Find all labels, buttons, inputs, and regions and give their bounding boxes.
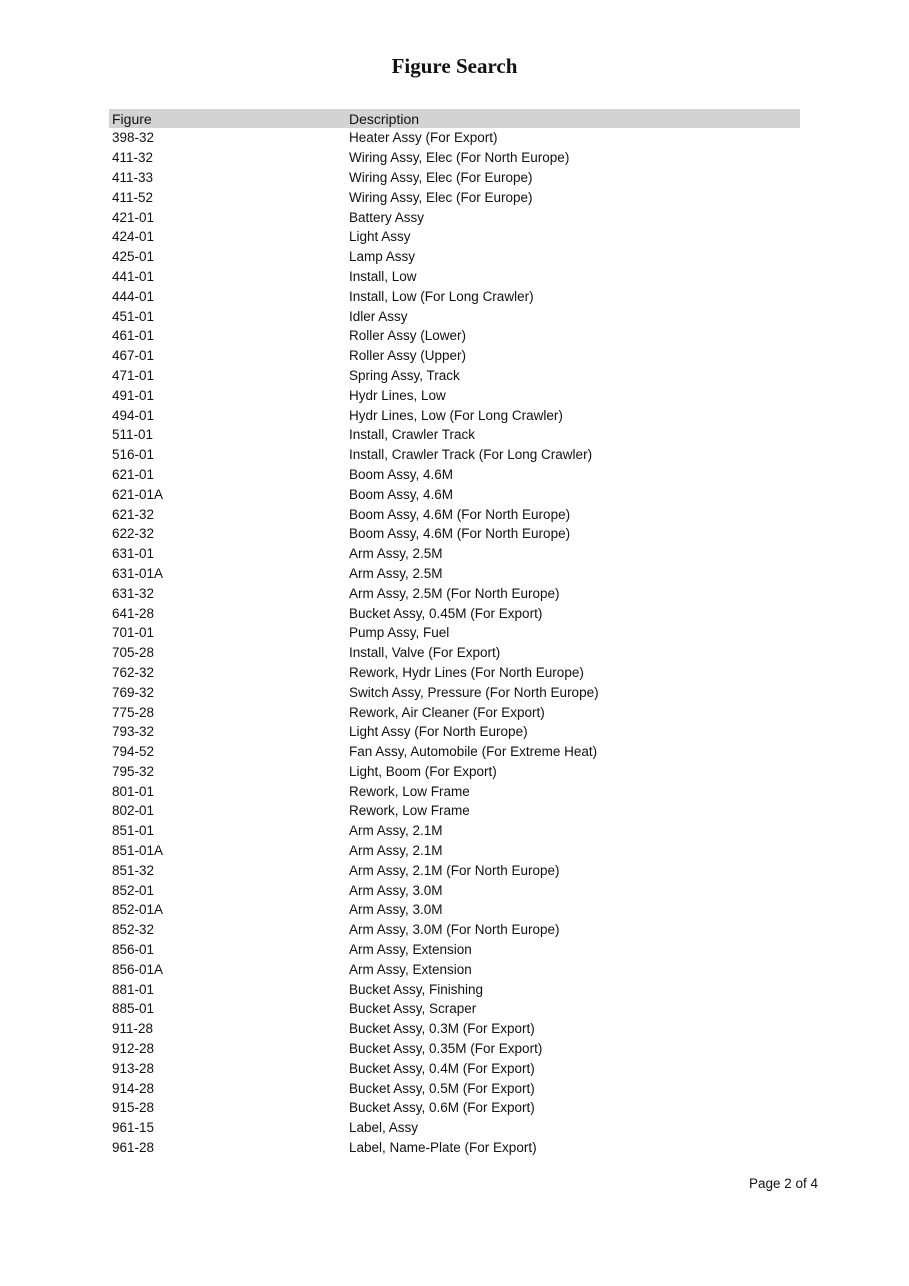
table-row <box>109 1138 800 1158</box>
description-cell: Roller Assy (Upper) <box>349 348 467 364</box>
table-row <box>109 425 800 445</box>
description-cell: Hydr Lines, Low <box>349 387 446 403</box>
figure-number-cell: 631-01A <box>112 565 164 581</box>
table-row <box>109 247 800 267</box>
figure-number-cell: 705-28 <box>112 645 155 661</box>
table-row <box>109 385 800 405</box>
figure-number-cell: 451-01 <box>112 308 155 324</box>
figure-number-cell: 622-32 <box>112 526 155 542</box>
figure-number-cell: 461-01 <box>112 328 155 344</box>
description-cell: Rework, Air Cleaner (For Export) <box>349 704 545 720</box>
table-row <box>109 603 800 623</box>
table-row <box>109 702 800 722</box>
table-row <box>109 1019 800 1039</box>
column-header-description: Description <box>349 110 420 127</box>
figure-number-cell: 511-01 <box>112 427 154 443</box>
figure-number-cell: 914-28 <box>112 1080 155 1096</box>
figure-number-cell: 516-01 <box>112 447 155 463</box>
description-cell: Boom Assy, 4.6M (For North Europe) <box>349 526 571 542</box>
table-row <box>109 821 800 841</box>
table-row <box>109 860 800 880</box>
description-cell: Arm Assy, 2.5M (For North Europe) <box>349 585 560 601</box>
table-row <box>109 959 800 979</box>
figure-number-cell: 631-01 <box>112 546 155 562</box>
description-cell: Rework, Low Frame <box>349 803 470 819</box>
table-body <box>109 128 800 1157</box>
table-row <box>109 465 800 485</box>
table-row <box>109 524 800 544</box>
description-cell: Label, Assy <box>349 1120 419 1136</box>
table-row <box>109 880 800 900</box>
description-cell: Lamp Assy <box>349 249 416 265</box>
figure-number-cell: 425-01 <box>112 249 155 265</box>
table-row <box>109 940 800 960</box>
figure-number-cell: 775-28 <box>112 704 155 720</box>
table-row <box>109 801 800 821</box>
description-cell: Boom Assy, 4.6M (For North Europe) <box>349 506 571 522</box>
figure-number-cell: 851-01A <box>112 843 164 859</box>
figure-number-cell: 795-32 <box>112 763 155 779</box>
table-row <box>109 207 800 227</box>
description-cell: Pump Assy, Fuel <box>349 625 450 641</box>
figure-number-cell: 851-32 <box>112 862 155 878</box>
description-cell: Install, Valve (For Export) <box>349 645 501 661</box>
table-row <box>109 128 800 148</box>
figure-number-cell: 961-15 <box>112 1120 155 1136</box>
description-cell: Arm Assy, 2.1M <box>349 823 443 839</box>
figure-number-cell: 794-52 <box>112 744 155 760</box>
figure-number-cell: 802-01 <box>112 803 155 819</box>
figure-number-cell: 913-28 <box>112 1060 155 1076</box>
description-cell: Bucket Assy, 0.3M (For Export) <box>349 1021 535 1037</box>
table-row <box>109 900 800 920</box>
figure-number-cell: 631-32 <box>112 585 155 601</box>
page-number: Page 2 of 4 <box>748 1176 818 1191</box>
description-cell: Bucket Assy, 0.6M (For Export) <box>349 1100 535 1116</box>
description-cell: Arm Assy, 2.5M <box>349 546 443 562</box>
table-row <box>109 999 800 1019</box>
figure-number-cell: 467-01 <box>112 348 155 364</box>
description-cell: Roller Assy (Lower) <box>349 328 467 344</box>
figure-number-cell: 421-01 <box>112 209 155 225</box>
table-header-row <box>109 109 800 128</box>
figure-number-cell: 471-01 <box>112 367 155 383</box>
figure-number-cell: 881-01 <box>112 981 155 997</box>
table-row <box>109 781 800 801</box>
description-cell: Arm Assy, 3.0M (For North Europe) <box>349 922 560 938</box>
description-cell: Arm Assy, 2.1M <box>349 843 443 859</box>
description-cell: Bucket Assy, 0.45M (For Export) <box>349 605 543 621</box>
figure-number-cell: 793-32 <box>112 724 155 740</box>
figure-number-cell: 912-28 <box>112 1041 155 1057</box>
figure-number-cell: 424-01 <box>112 229 155 245</box>
table-row <box>109 168 800 188</box>
figure-number-cell: 769-32 <box>112 684 155 700</box>
description-cell: Light Assy (For North Europe) <box>349 724 528 740</box>
figure-number-cell: 444-01 <box>112 288 155 304</box>
table-row <box>109 484 800 504</box>
table-row <box>109 267 800 287</box>
table-row <box>109 544 800 564</box>
figure-number-cell: 641-28 <box>112 605 155 621</box>
table-row <box>109 623 800 643</box>
table-row <box>109 346 800 366</box>
figure-number-cell: 915-28 <box>112 1100 155 1116</box>
table-row <box>109 326 800 346</box>
table-row <box>109 366 800 386</box>
description-cell: Boom Assy, 4.6M <box>349 486 454 502</box>
column-header-figure: Figure <box>112 110 152 127</box>
description-cell: Idler Assy <box>349 308 408 324</box>
figure-table <box>109 109 800 1157</box>
table-row <box>109 1098 800 1118</box>
table-row <box>109 583 800 603</box>
description-cell: Label, Name-Plate (For Export) <box>349 1140 537 1156</box>
description-cell: Install, Crawler Track (For Long Crawler) <box>349 447 593 463</box>
table-row <box>109 841 800 861</box>
figure-number-cell: 621-01 <box>112 466 155 482</box>
figure-number-cell: 411-33 <box>112 169 154 185</box>
description-cell: Wiring Assy, Elec (For Europe) <box>349 169 533 185</box>
description-cell: Hydr Lines, Low (For Long Crawler) <box>349 407 563 423</box>
description-cell: Bucket Assy, 0.4M (For Export) <box>349 1060 535 1076</box>
figure-number-cell: 411-32 <box>112 150 154 166</box>
table-row <box>109 227 800 247</box>
description-cell: Bucket Assy, Scraper <box>349 1001 477 1017</box>
description-cell: Light, Boom (For Export) <box>349 763 497 779</box>
description-cell: Bucket Assy, 0.35M (For Export) <box>349 1041 543 1057</box>
figure-number-cell: 856-01 <box>112 942 155 958</box>
description-cell: Arm Assy, 2.5M <box>349 565 443 581</box>
description-cell: Boom Assy, 4.6M <box>349 466 454 482</box>
table-row <box>109 979 800 999</box>
description-cell: Arm Assy, 3.0M <box>349 882 443 898</box>
page-title: Figure Search <box>391 54 518 78</box>
table-row <box>109 564 800 584</box>
description-cell: Install, Crawler Track <box>349 427 476 443</box>
description-cell: Light Assy <box>349 229 411 245</box>
table-row <box>109 504 800 524</box>
table-row <box>109 663 800 683</box>
table-row <box>109 286 800 306</box>
figure-number-cell: 852-01A <box>112 902 164 918</box>
figure-number-cell: 762-32 <box>112 664 155 680</box>
table-row <box>109 306 800 326</box>
description-cell: Arm Assy, Extension <box>349 961 472 977</box>
description-cell: Rework, Hydr Lines (For North Europe) <box>349 664 584 680</box>
description-cell: Arm Assy, 3.0M <box>349 902 443 918</box>
figure-number-cell: 856-01A <box>112 961 164 977</box>
description-cell: Install, Low <box>349 268 417 284</box>
figure-number-cell: 494-01 <box>112 407 155 423</box>
description-cell: Heater Assy (For Export) <box>349 130 498 146</box>
description-cell: Bucket Assy, Finishing <box>349 981 484 997</box>
figure-number-cell: 852-01 <box>112 882 155 898</box>
figure-number-cell: 398-32 <box>112 130 155 146</box>
figure-number-cell: 801-01 <box>112 783 155 799</box>
figure-number-cell: 411-52 <box>112 189 154 205</box>
description-cell: Wiring Assy, Elec (For North Europe) <box>349 150 570 166</box>
figure-number-cell: 701-01 <box>112 625 155 641</box>
figure-number-cell: 911-28 <box>112 1021 154 1037</box>
description-cell: Spring Assy, Track <box>349 367 460 383</box>
description-cell: Bucket Assy, 0.5M (For Export) <box>349 1080 535 1096</box>
figure-number-cell: 621-32 <box>112 506 155 522</box>
table-row <box>109 643 800 663</box>
table-row <box>109 1058 800 1078</box>
description-cell: Arm Assy, 2.1M (For North Europe) <box>349 862 560 878</box>
table-row <box>109 722 800 742</box>
table-row <box>109 187 800 207</box>
table-row <box>109 682 800 702</box>
table-row <box>109 148 800 168</box>
description-cell: Rework, Low Frame <box>349 783 470 799</box>
figure-number-cell: 885-01 <box>112 1001 155 1017</box>
description-cell: Wiring Assy, Elec (For Europe) <box>349 189 533 205</box>
table-row <box>109 405 800 425</box>
table-row <box>109 1118 800 1138</box>
table-row <box>109 445 800 465</box>
description-cell: Install, Low (For Long Crawler) <box>349 288 534 304</box>
figure-number-cell: 961-28 <box>112 1140 155 1156</box>
table-row <box>109 742 800 762</box>
table-row <box>109 920 800 940</box>
figure-number-cell: 852-32 <box>112 922 155 938</box>
description-cell: Arm Assy, Extension <box>349 942 472 958</box>
figure-number-cell: 441-01 <box>112 268 155 284</box>
description-cell: Switch Assy, Pressure (For North Europe) <box>349 684 599 700</box>
figure-number-cell: 851-01 <box>112 823 155 839</box>
table-row <box>109 762 800 782</box>
figure-number-cell: 621-01A <box>112 486 164 502</box>
table-row <box>109 1078 800 1098</box>
figure-number-cell: 491-01 <box>112 387 155 403</box>
table-row <box>109 1039 800 1059</box>
description-cell: Fan Assy, Automobile (For Extreme Heat) <box>349 744 598 760</box>
description-cell: Battery Assy <box>349 209 425 225</box>
